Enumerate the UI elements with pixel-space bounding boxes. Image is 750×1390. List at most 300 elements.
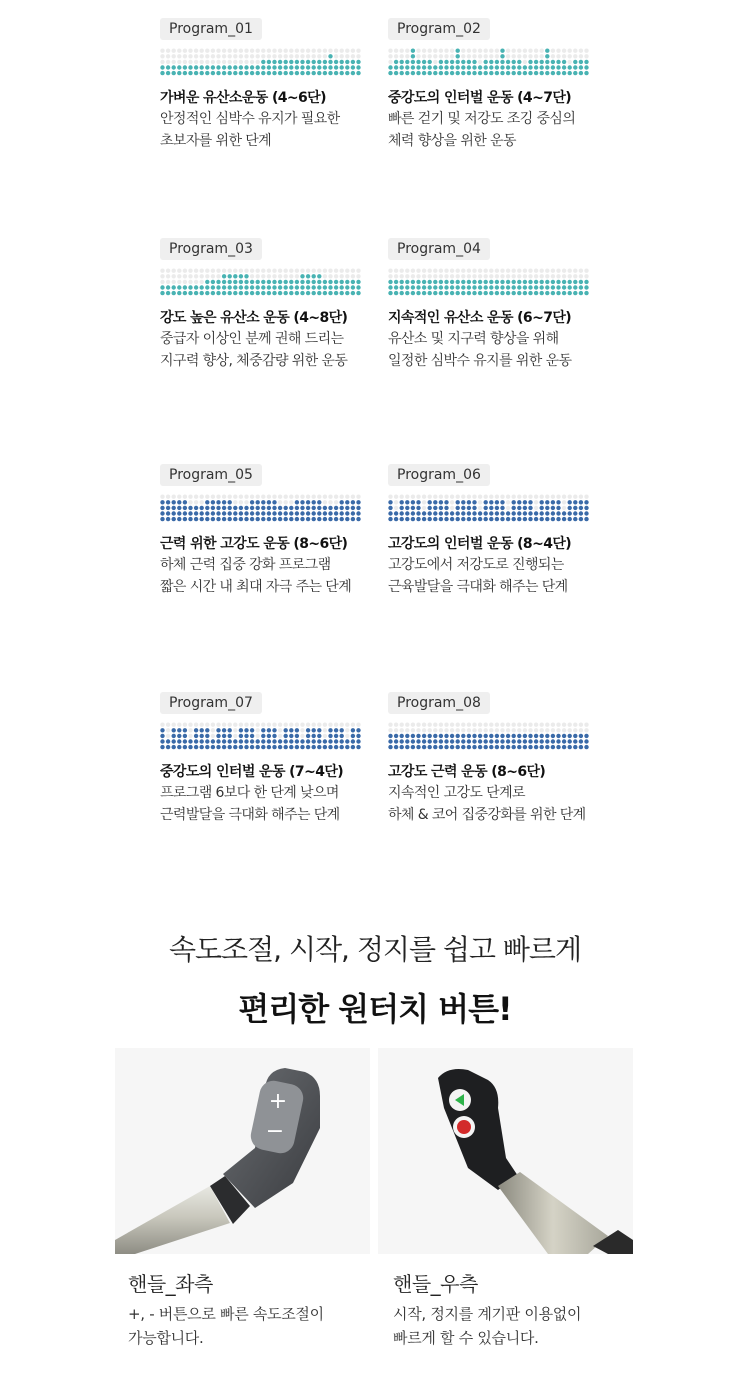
intensity-dot-empty: [472, 269, 476, 273]
intensity-dot-filled: [160, 739, 164, 743]
intensity-dot-filled: [495, 506, 499, 510]
intensity-dot-filled: [512, 734, 516, 738]
intensity-dot-empty: [211, 495, 215, 499]
intensity-dot-filled: [211, 65, 215, 69]
intensity-dot-filled: [400, 745, 404, 749]
intensity-dot-filled: [562, 71, 566, 75]
intensity-dot-filled: [312, 274, 316, 278]
intensity-dot-filled: [328, 280, 332, 284]
intensity-dot-empty: [400, 495, 404, 499]
intensity-dot-empty: [444, 49, 448, 53]
intensity-dot-filled: [411, 734, 415, 738]
left-handle-desc: +, - 버튼으로 빠른 속도조절이 가능합니다.: [128, 1305, 324, 1347]
intensity-dot-filled: [239, 71, 243, 75]
intensity-dot-filled: [211, 739, 215, 743]
intensity-dot-filled: [500, 511, 504, 515]
intensity-dot-filled: [411, 517, 415, 521]
intensity-dot-filled: [244, 734, 248, 738]
intensity-dot-empty: [411, 723, 415, 727]
intensity-dot-filled: [556, 71, 560, 75]
intensity-dot-matrix: [160, 268, 362, 298]
intensity-dot-filled: [584, 71, 588, 75]
intensity-dot-filled: [228, 734, 232, 738]
intensity-dot-filled: [422, 734, 426, 738]
intensity-dot-empty: [523, 495, 527, 499]
intensity-dot-empty: [584, 274, 588, 278]
intensity-dot-filled: [256, 506, 260, 510]
intensity-dot-filled: [517, 500, 521, 504]
intensity-dot-filled: [200, 517, 204, 521]
intensity-dot-empty: [489, 728, 493, 732]
intensity-dot-filled: [439, 517, 443, 521]
intensity-dot-filled: [428, 500, 432, 504]
intensity-dot-empty: [216, 495, 220, 499]
intensity-dot-filled: [551, 511, 555, 515]
intensity-dot-filled: [489, 280, 493, 284]
intensity-dot-empty: [188, 280, 192, 284]
program-title: 중강도의 인터벌 운동 (7~4단): [160, 764, 344, 780]
intensity-dot-filled: [551, 285, 555, 289]
intensity-dot-filled: [261, 734, 265, 738]
intensity-dot-filled: [183, 291, 187, 295]
intensity-dot-filled: [351, 65, 355, 69]
intensity-dot-filled: [356, 60, 360, 64]
intensity-dot-filled: [228, 280, 232, 284]
left-handle-title: 핸들_좌측: [128, 1272, 213, 1296]
intensity-dot-filled: [456, 280, 460, 284]
intensity-dot-filled: [328, 60, 332, 64]
intensity-dot-empty: [484, 49, 488, 53]
intensity-dot-empty: [200, 723, 204, 727]
intensity-dot-filled: [456, 517, 460, 521]
intensity-dot-filled: [284, 728, 288, 732]
intensity-dot-filled: [188, 506, 192, 510]
intensity-dot-empty: [177, 269, 181, 273]
intensity-dot-filled: [194, 506, 198, 510]
intensity-dot-empty: [183, 60, 187, 64]
intensity-dot-filled: [261, 517, 265, 521]
intensity-dot-empty: [439, 728, 443, 732]
intensity-dot-empty: [295, 49, 299, 53]
intensity-dot-filled: [250, 734, 254, 738]
intensity-dot-filled: [317, 728, 321, 732]
intensity-dot-filled: [528, 506, 532, 510]
intensity-dot-filled: [562, 285, 566, 289]
intensity-dot-empty: [284, 49, 288, 53]
intensity-dot-filled: [272, 728, 276, 732]
intensity-dot-filled: [388, 291, 392, 295]
intensity-dot-empty: [300, 734, 304, 738]
intensity-dot-filled: [188, 285, 192, 289]
intensity-dot-empty: [461, 274, 465, 278]
intensity-dot-filled: [261, 728, 265, 732]
intensity-dot-filled: [256, 285, 260, 289]
intensity-dot-filled: [433, 280, 437, 284]
intensity-dot-filled: [183, 65, 187, 69]
intensity-dot-empty: [267, 495, 271, 499]
intensity-dot-filled: [444, 500, 448, 504]
intensity-dot-filled: [267, 285, 271, 289]
intensity-dot-filled: [500, 54, 504, 58]
program-desc-line: 초보자를 위한 단계: [160, 133, 272, 149]
intensity-dot-filled: [562, 280, 566, 284]
intensity-dot-empty: [506, 49, 510, 53]
intensity-dot-filled: [340, 280, 344, 284]
intensity-dot-empty: [278, 734, 282, 738]
intensity-dot-filled: [345, 65, 349, 69]
intensity-dot-filled: [388, 517, 392, 521]
intensity-dot-filled: [444, 517, 448, 521]
intensity-dot-filled: [200, 734, 204, 738]
intensity-dot-filled: [394, 60, 398, 64]
intensity-dot-empty: [172, 269, 176, 273]
intensity-dot-empty: [428, 495, 432, 499]
intensity-dot-filled: [416, 285, 420, 289]
plus-icon: +: [268, 1089, 288, 1114]
intensity-dot-empty: [523, 728, 527, 732]
intensity-dot-filled: [345, 511, 349, 515]
intensity-dot-empty: [394, 506, 398, 510]
intensity-dot-empty: [205, 60, 209, 64]
intensity-dot-empty: [540, 269, 544, 273]
intensity-dot-empty: [172, 723, 176, 727]
intensity-dot-filled: [534, 511, 538, 515]
intensity-dot-filled: [306, 71, 310, 75]
intensity-dot-filled: [461, 745, 465, 749]
intensity-dot-filled: [351, 745, 355, 749]
intensity-dot-empty: [444, 269, 448, 273]
intensity-dot-filled: [356, 291, 360, 295]
intensity-dot-filled: [351, 734, 355, 738]
intensity-dot-filled: [334, 285, 338, 289]
intensity-dot-empty: [528, 274, 532, 278]
intensity-dot-empty: [506, 269, 510, 273]
intensity-dot-empty: [244, 500, 248, 504]
intensity-dot-filled: [517, 285, 521, 289]
intensity-dot-empty: [312, 49, 316, 53]
intensity-dot-filled: [523, 291, 527, 295]
intensity-dot-empty: [545, 274, 549, 278]
intensity-dot-filled: [228, 291, 232, 295]
intensity-dot-filled: [289, 60, 293, 64]
intensity-dot-filled: [188, 65, 192, 69]
intensity-dot-empty: [340, 269, 344, 273]
intensity-dot-matrix: [388, 722, 590, 752]
intensity-dot-filled: [166, 745, 170, 749]
intensity-dot-filled: [278, 71, 282, 75]
intensity-dot-filled: [517, 60, 521, 64]
intensity-dot-filled: [278, 280, 282, 284]
intensity-dot-empty: [256, 54, 260, 58]
intensity-dot-filled: [416, 506, 420, 510]
intensity-dot-filled: [306, 500, 310, 504]
intensity-dot-filled: [356, 285, 360, 289]
intensity-dot-filled: [272, 739, 276, 743]
intensity-dot-empty: [450, 49, 454, 53]
intensity-dot-filled: [233, 506, 237, 510]
intensity-dot-filled: [267, 506, 271, 510]
intensity-dot-filled: [444, 60, 448, 64]
intensity-dot-empty: [484, 274, 488, 278]
intensity-dot-empty: [222, 49, 226, 53]
intensity-dot-filled: [528, 511, 532, 515]
intensity-dot-filled: [216, 65, 220, 69]
intensity-dot-filled: [306, 728, 310, 732]
intensity-dot-filled: [512, 511, 516, 515]
intensity-dot-filled: [540, 60, 544, 64]
intensity-dot-empty: [584, 49, 588, 53]
intensity-dot-empty: [233, 49, 237, 53]
intensity-dot-filled: [284, 506, 288, 510]
intensity-dot-filled: [428, 517, 432, 521]
intensity-dot-empty: [568, 495, 572, 499]
intensity-dot-filled: [388, 739, 392, 743]
intensity-dot-empty: [584, 495, 588, 499]
intensity-dot-empty: [512, 495, 516, 499]
intensity-dot-filled: [534, 60, 538, 64]
intensity-dot-empty: [461, 723, 465, 727]
intensity-dot-empty: [256, 274, 260, 278]
intensity-dot-filled: [528, 291, 532, 295]
intensity-dot-empty: [562, 495, 566, 499]
intensity-dot-empty: [523, 49, 527, 53]
intensity-dot-filled: [484, 65, 488, 69]
intensity-dot-empty: [551, 269, 555, 273]
intensity-dot-empty: [177, 49, 181, 53]
intensity-dot-filled: [205, 728, 209, 732]
intensity-dot-empty: [306, 269, 310, 273]
intensity-dot-filled: [461, 291, 465, 295]
intensity-dot-empty: [160, 495, 164, 499]
intensity-dot-empty: [433, 60, 437, 64]
program-card: [160, 692, 365, 826]
intensity-dot-empty: [205, 723, 209, 727]
intensity-dot-filled: [177, 71, 181, 75]
intensity-dot-empty: [340, 49, 344, 53]
intensity-dot-filled: [345, 291, 349, 295]
intensity-dot-filled: [388, 506, 392, 510]
intensity-dot-filled: [528, 60, 532, 64]
intensity-dot-filled: [312, 71, 316, 75]
intensity-dot-filled: [340, 71, 344, 75]
intensity-dot-filled: [400, 280, 404, 284]
intensity-dot-empty: [495, 54, 499, 58]
intensity-dot-filled: [456, 49, 460, 53]
intensity-dot-empty: [394, 54, 398, 58]
intensity-dot-empty: [345, 54, 349, 58]
intensity-dot-empty: [284, 723, 288, 727]
intensity-dot-filled: [467, 745, 471, 749]
intensity-dot-filled: [400, 285, 404, 289]
intensity-dot-empty: [356, 49, 360, 53]
intensity-dot-empty: [323, 723, 327, 727]
intensity-dot-filled: [439, 60, 443, 64]
intensity-dot-filled: [177, 739, 181, 743]
intensity-dot-filled: [467, 285, 471, 289]
intensity-dot-empty: [188, 269, 192, 273]
intensity-dot-empty: [188, 49, 192, 53]
intensity-dot-filled: [405, 734, 409, 738]
intensity-dot-empty: [500, 728, 504, 732]
intensity-dot-filled: [579, 511, 583, 515]
intensity-dot-filled: [334, 734, 338, 738]
intensity-dot-filled: [388, 285, 392, 289]
intensity-dot-filled: [568, 280, 572, 284]
program-desc-line: 하체 & 코어 집중강화를 위한 단계: [388, 807, 586, 823]
intensity-dot-empty: [568, 723, 572, 727]
intensity-dot-filled: [456, 500, 460, 504]
intensity-dot-filled: [317, 71, 321, 75]
intensity-dot-filled: [523, 71, 527, 75]
intensity-dot-filled: [323, 511, 327, 515]
intensity-dot-filled: [568, 71, 572, 75]
intensity-dot-filled: [478, 71, 482, 75]
intensity-dot-filled: [166, 71, 170, 75]
intensity-dot-filled: [472, 60, 476, 64]
intensity-dot-empty: [528, 49, 532, 53]
intensity-dot-empty: [188, 54, 192, 58]
intensity-dot-filled: [177, 734, 181, 738]
intensity-dot-filled: [312, 285, 316, 289]
intensity-dot-filled: [450, 291, 454, 295]
intensity-dot-filled: [289, 511, 293, 515]
intensity-dot-filled: [416, 500, 420, 504]
intensity-dot-filled: [579, 745, 583, 749]
intensity-dot-filled: [461, 285, 465, 289]
intensity-dot-filled: [556, 65, 560, 69]
intensity-dot-filled: [405, 60, 409, 64]
intensity-dot-filled: [267, 65, 271, 69]
intensity-dot-empty: [556, 723, 560, 727]
intensity-dot-empty: [551, 728, 555, 732]
intensity-dot-filled: [239, 745, 243, 749]
intensity-dot-empty: [411, 728, 415, 732]
intensity-dot-empty: [160, 280, 164, 284]
intensity-dot-filled: [467, 71, 471, 75]
intensity-dot-empty: [439, 49, 443, 53]
program-desc-line: 근력발달을 극대화 해주는 단계: [160, 807, 340, 823]
intensity-dot-filled: [183, 511, 187, 515]
intensity-dot-empty: [300, 728, 304, 732]
intensity-dot-filled: [233, 274, 237, 278]
intensity-dot-empty: [194, 60, 198, 64]
intensity-dot-filled: [517, 739, 521, 743]
intensity-dot-filled: [188, 71, 192, 75]
intensity-dot-filled: [573, 739, 577, 743]
intensity-dot-filled: [211, 745, 215, 749]
intensity-dot-filled: [295, 506, 299, 510]
intensity-dot-empty: [484, 495, 488, 499]
intensity-dot-filled: [433, 739, 437, 743]
intensity-dot-filled: [439, 500, 443, 504]
intensity-dot-filled: [584, 291, 588, 295]
intensity-dot-empty: [300, 723, 304, 727]
intensity-dot-filled: [200, 511, 204, 515]
intensity-dot-filled: [284, 65, 288, 69]
intensity-dot-filled: [444, 745, 448, 749]
intensity-dot-empty: [562, 723, 566, 727]
intensity-dot-empty: [551, 274, 555, 278]
intensity-dot-filled: [388, 511, 392, 515]
intensity-dot-filled: [568, 517, 572, 521]
intensity-dot-filled: [351, 291, 355, 295]
intensity-dot-filled: [551, 60, 555, 64]
intensity-dot-filled: [472, 291, 476, 295]
intensity-dot-filled: [278, 506, 282, 510]
intensity-dot-filled: [250, 517, 254, 521]
intensity-dot-filled: [411, 60, 415, 64]
intensity-dot-empty: [433, 49, 437, 53]
intensity-dot-filled: [456, 745, 460, 749]
intensity-dot-filled: [166, 517, 170, 521]
intensity-dot-filled: [461, 739, 465, 743]
intensity-dot-empty: [388, 723, 392, 727]
intensity-dot-filled: [272, 280, 276, 284]
intensity-dot-filled: [579, 506, 583, 510]
intensity-dot-filled: [528, 517, 532, 521]
intensity-dot-empty: [205, 49, 209, 53]
intensity-dot-empty: [222, 60, 226, 64]
intensity-dot-filled: [306, 739, 310, 743]
intensity-dot-filled: [340, 60, 344, 64]
intensity-dot-filled: [216, 739, 220, 743]
intensity-dot-filled: [472, 745, 476, 749]
intensity-dot-filled: [345, 517, 349, 521]
intensity-dot-filled: [261, 506, 265, 510]
intensity-dot-filled: [562, 745, 566, 749]
intensity-dot-filled: [345, 285, 349, 289]
intensity-dot-empty: [239, 269, 243, 273]
intensity-dot-empty: [428, 49, 432, 53]
intensity-dot-filled: [405, 511, 409, 515]
program-card: [388, 18, 593, 152]
intensity-dot-filled: [562, 65, 566, 69]
intensity-dot-filled: [579, 291, 583, 295]
intensity-dot-filled: [328, 65, 332, 69]
intensity-dot-empty: [573, 49, 577, 53]
intensity-dot-filled: [328, 71, 332, 75]
intensity-dot-filled: [495, 745, 499, 749]
intensity-dot-empty: [467, 728, 471, 732]
intensity-dot-filled: [400, 517, 404, 521]
intensity-dot-empty: [394, 274, 398, 278]
intensity-dot-filled: [428, 739, 432, 743]
intensity-dot-filled: [517, 745, 521, 749]
intensity-dot-filled: [416, 734, 420, 738]
intensity-dot-filled: [250, 745, 254, 749]
intensity-dot-empty: [267, 274, 271, 278]
intensity-dot-filled: [478, 285, 482, 289]
intensity-dot-empty: [405, 49, 409, 53]
intensity-dot-filled: [256, 745, 260, 749]
intensity-dot-filled: [450, 65, 454, 69]
intensity-dot-empty: [545, 728, 549, 732]
intensity-dot-filled: [472, 517, 476, 521]
intensity-dot-filled: [433, 745, 437, 749]
intensity-dot-filled: [579, 517, 583, 521]
intensity-dot-empty: [211, 734, 215, 738]
intensity-dot-filled: [289, 65, 293, 69]
intensity-dot-filled: [272, 65, 276, 69]
intensity-dot-filled: [323, 60, 327, 64]
intensity-dot-filled: [272, 734, 276, 738]
intensity-dot-filled: [216, 285, 220, 289]
intensity-dot-empty: [267, 54, 271, 58]
intensity-dot-filled: [295, 280, 299, 284]
intensity-dot-filled: [267, 745, 271, 749]
intensity-dot-filled: [200, 291, 204, 295]
intensity-dot-filled: [312, 739, 316, 743]
